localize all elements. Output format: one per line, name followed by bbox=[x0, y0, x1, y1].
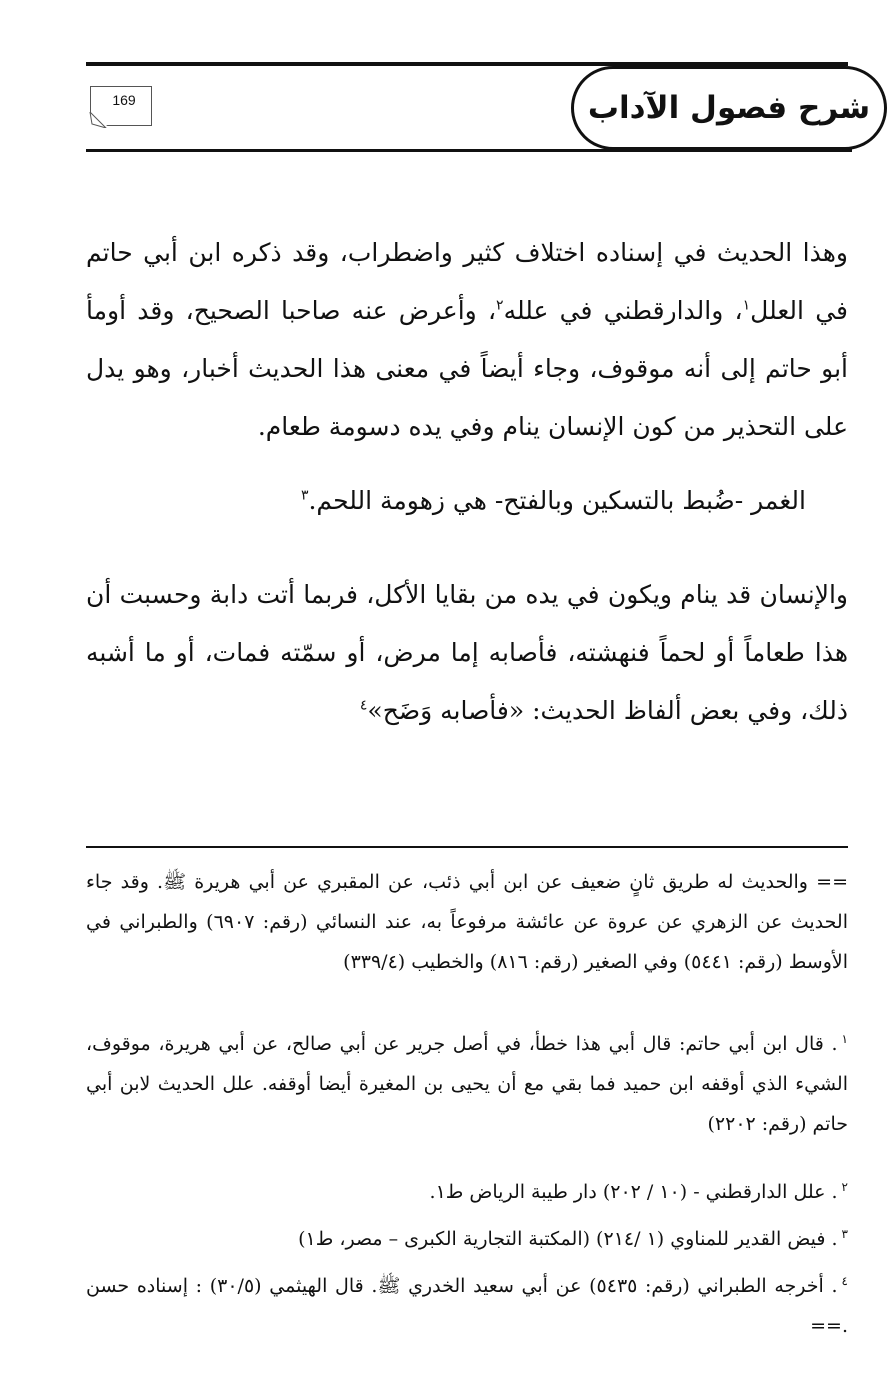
page-number: 169 bbox=[112, 92, 136, 108]
footnote-4-mark: ٤ bbox=[841, 1273, 848, 1288]
paragraph-ghamar-definition bbox=[86, 472, 806, 530]
footnote-3-mark: ٣ bbox=[841, 1226, 848, 1241]
page-curl-icon bbox=[88, 112, 108, 128]
book-title-box bbox=[571, 66, 887, 150]
footnote-3 bbox=[298, 1219, 848, 1259]
footnote-text: . علل الدارقطني - (١٠ / ٢٠٢) دار طيبة الرياض ط١. bbox=[429, 1181, 838, 1203]
paragraph-text: وهذا الحديث في إسناده اختلاف كثير واضطراب، وقد ذكره ابن أبي حاتم في العلل bbox=[86, 238, 848, 325]
footnote-2 bbox=[430, 1172, 848, 1212]
paragraph-hadith-chain bbox=[86, 224, 848, 456]
paragraph-text: ، والدارقطني في علله bbox=[503, 296, 743, 325]
footnote-ref-4[interactable]: ٤ bbox=[359, 697, 368, 714]
footnote-ref-2[interactable]: ٢ bbox=[496, 297, 504, 314]
footnote-ref-1[interactable]: ١ bbox=[742, 297, 751, 314]
footnote-text: . قال ابن أبي حاتم: قال أبي هذا خطأ، في أصل جرير عن أبي صالح، عن أبي هريرة، موقوف، الشيء الذي أوقفه ابن حميد فما بقي مع أن يحيى بن المغيرة أيضا أوقفه. علل الحديث لابن أبي حاتم (رقم: ٢٢٠٢) bbox=[86, 1033, 848, 1135]
footnote-ref-3[interactable]: ٣ bbox=[300, 487, 309, 504]
paragraph-text: والإنسان قد ينام ويكون في يده من بقايا الأكل، فربما أتت دابة وحسبت أن هذا طعاماً أو لحماً فنهشته، فأصابه إما مرض، أو سمّته فمات، أو ما أشبه ذلك، وفي بعض ألفاظ الحديث: «فأصابه وَضَح» bbox=[86, 580, 848, 725]
paragraph-text: ، وأعرض عنه صاحبا الصحيح، وقد أومأ أبو حاتم إلى أنه موقوف، وجاء أيضاً في معنى هذا الحديث أخبار، وهو يدل على التحذير من كون الإنسان ينام وفي يده دسومة طعام. bbox=[86, 296, 848, 441]
footnote-text: . فيض القدير للمناوي (١ /٢١٤) (المكتبة التجارية الكبرى – مصر، ط١) bbox=[298, 1228, 838, 1250]
footnote-text: . أخرجه الطبراني (رقم: ٥٤٣٥) عن أبي سعيد الخدري ﷺ. قال الهيثمي (٣٠/٥) : إسناده حسن .== bbox=[86, 1275, 848, 1337]
paragraph-text: الغمر -ضُبط بالتسكين وبالفتح- هي زهومة اللحم. bbox=[308, 486, 806, 515]
paragraph-explanation bbox=[86, 566, 848, 740]
footnote-1 bbox=[86, 1024, 848, 1144]
footnote-2-mark: ٢ bbox=[841, 1179, 848, 1194]
footnote-4 bbox=[86, 1266, 848, 1346]
footnote-separator bbox=[86, 846, 848, 848]
book-title: شرح فصول الآداب bbox=[587, 90, 871, 126]
footnote-continuation: == والحديث له طريق ثانٍ ضعيف عن ابن أبي ذئب، عن المقبري عن أبي هريرة ﷺ. وقد جاء الحديث عن الزهري عن عروة عن عائشة مرفوعاً به، عند النسائي (رقم: ٦٩٠٧) والطبراني في الأوسط (رقم: ٥٤٤١) وفي الصغير (رقم: ٨١٦) والخطيب (٣٣٩/٤) bbox=[86, 871, 848, 973]
footnote-1-mark: ١ bbox=[841, 1031, 848, 1046]
